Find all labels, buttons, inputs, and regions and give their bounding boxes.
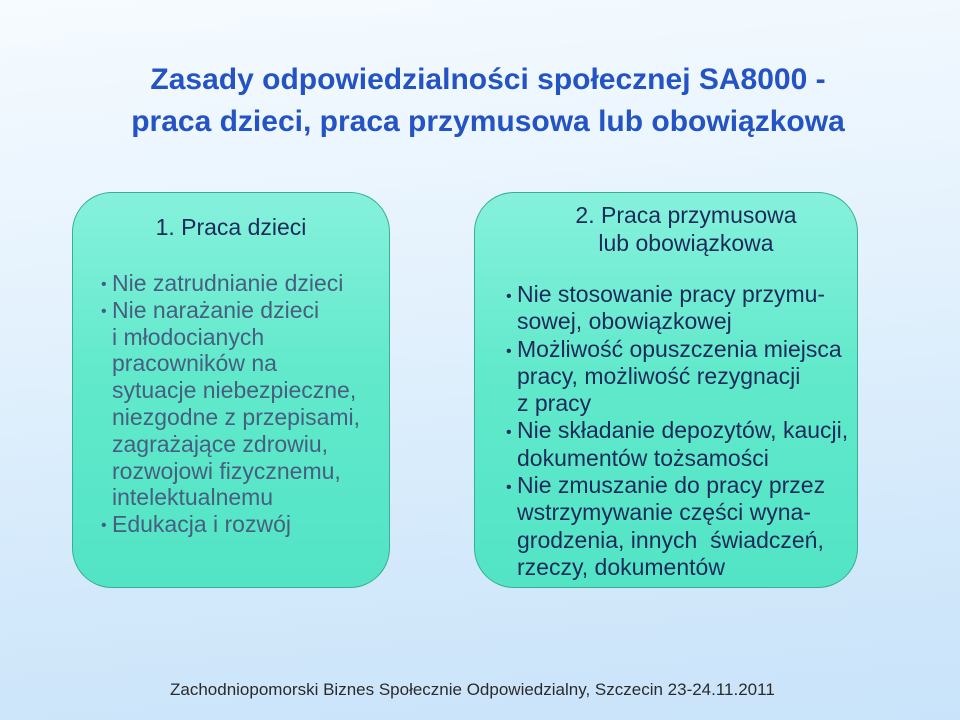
forced-labor-heading <box>515 201 857 257</box>
bullet-line: sowej, obowiązkowej <box>517 308 732 335</box>
bullet-line: pracowników na <box>112 350 277 377</box>
bullet-item <box>517 281 853 336</box>
panel-heading-line: 2. Praca przymusowa <box>575 202 797 228</box>
bullet-item <box>517 472 853 581</box>
panel-heading-line: 1. Praca dzieci <box>155 214 307 240</box>
bullet-line: • Nie zatrudnianie dzieci <box>112 270 344 296</box>
bullet-item <box>517 336 853 418</box>
bullet-line: dokumentów tożsamości <box>517 444 769 471</box>
bullet-item <box>112 270 383 297</box>
slide-title-line: Zasady odpowiedzialności społecznej SA8000 - <box>150 63 826 96</box>
child-labor-bullet-list <box>112 270 383 538</box>
bullet-line: pracy, możliwość rezygnacji <box>517 362 801 389</box>
child-labor-panel <box>72 192 390 588</box>
bullet-line: • Edukacja i rozwój <box>112 511 291 538</box>
bullet-line: wstrzymywanie części wyna- <box>517 499 811 526</box>
forced-labor-bullet-list <box>517 281 853 581</box>
panel-heading-line: lub obowiązkowa <box>598 230 774 256</box>
child-labor-heading <box>73 214 389 241</box>
slide-title-line: praca dzieci, praca przymusowa lub obowiązkowa <box>131 105 845 138</box>
bullet-line: • Nie zmuszanie do pracy przez <box>517 472 826 499</box>
bullet-line: • Nie narażanie dzieci <box>112 296 320 323</box>
bullet-item <box>517 417 853 472</box>
bullet-line: intelektualnemu <box>112 484 274 511</box>
bullet-line: i młodocianych <box>112 323 265 350</box>
bullet-line: rzeczy, dokumentów <box>517 553 725 580</box>
forced-labor-panel <box>474 192 858 588</box>
bullet-line: grodzenia, innych świadczeń, <box>517 526 824 553</box>
bullet-item <box>112 297 383 511</box>
slide-title <box>16 59 960 143</box>
bullet-line: z pracy <box>517 390 592 417</box>
bullet-line: • Nie stosowanie pracy przymu- <box>517 281 826 307</box>
bullet-line: niezgodne z przepisami, <box>112 403 361 430</box>
bullet-line: sytuacje niebezpieczne, <box>112 377 357 404</box>
bullet-line: • Nie składanie depozytów, kaucji, <box>517 417 849 444</box>
bullet-line: rozwojowi fizycznemu, <box>112 457 341 484</box>
bullet-item <box>112 511 383 538</box>
slide-footer: Zachodniopomorski Biznes Społecznie Odpowiedzialny, Szczecin 23-24.11.2011 <box>170 680 775 699</box>
bullet-line: • Możliwość opuszczenia miejsca <box>517 335 842 362</box>
bullet-line: zagrażające zdrowiu, <box>112 430 329 457</box>
